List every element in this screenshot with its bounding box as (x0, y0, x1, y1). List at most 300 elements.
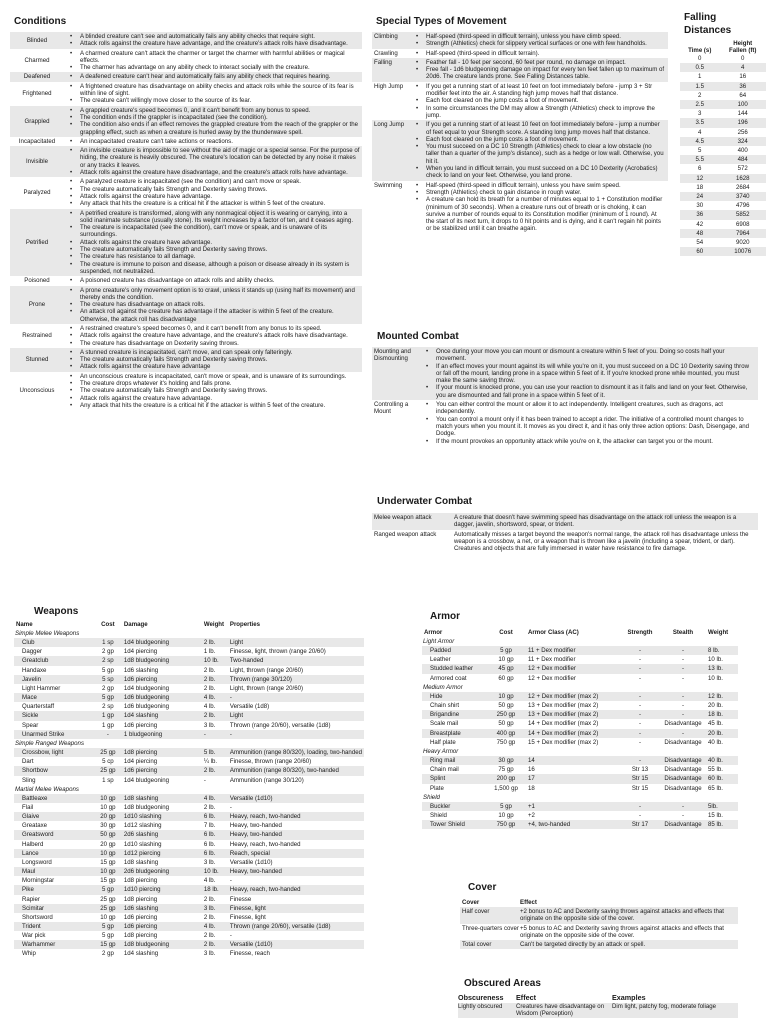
falling-row (680, 164, 766, 173)
movement-row (372, 32, 668, 49)
armor-category: Heavy Armor (423, 747, 459, 755)
weapons-cell-1: 20 gp (100, 840, 116, 848)
armor-row (422, 765, 738, 774)
armor-cell-1: 75 gp (498, 766, 514, 774)
armor-cell-1: 400 gp (486, 729, 526, 738)
condition-name: Charmed (24, 56, 50, 64)
condition-name: Unconscious (19, 387, 55, 395)
weapons-cell-3: 4 lb. (202, 794, 228, 803)
condition-row (10, 32, 362, 49)
weapons-cell-2: 1d6 bludgeoning (123, 703, 169, 711)
armor-cell-2: 14 + Dex modifier (max 2) (526, 729, 620, 738)
weapons-cell-4: Versatile (1d10) (228, 794, 364, 803)
falling-row (680, 72, 766, 81)
armor-cell-2: 12 + Dex modifier (528, 674, 576, 682)
falling-distance: 7964 (719, 229, 766, 238)
armor-cell-2: 13 + Dex modifier (max 2) (528, 702, 599, 710)
movement-name: Swimming (374, 181, 403, 189)
weapons-cell-1: 5 cp (102, 758, 114, 766)
armor-cell-5: 60 lb. (706, 774, 738, 783)
armor-cell-4: - (660, 802, 706, 811)
weapons-cell-3: 10 lb. (202, 656, 228, 665)
weapons-cell-3: 2 lb. (202, 638, 228, 647)
weapons-row (14, 702, 364, 711)
weapons-cell-2: 1d4 slashing (123, 950, 159, 958)
falling-distance: 3740 (719, 192, 766, 201)
weapons-cell-1: 15 gp (100, 877, 116, 885)
falling-row (680, 238, 766, 247)
armor-cell-3: Str 17 (620, 820, 660, 829)
weapons-cell-2: 1d12 slashing (123, 822, 162, 830)
condition-bullet: • The creature automatically fails Strength and Dexterity saving throws. (64, 246, 360, 253)
weapons-row (14, 840, 364, 849)
armor-category-row (422, 747, 738, 756)
weapons-cell-1: 15 gp (100, 858, 116, 866)
movement-name: Climbing (374, 33, 398, 40)
armor-cell-1: 750 gp (486, 820, 526, 829)
weapons-cell-1: 5 gp (94, 922, 122, 931)
weapons-cell-4: Thrown (range 20/60), versatile (1d8) (228, 922, 364, 931)
armor-cell-1: 50 gp (498, 702, 514, 710)
falling-row (680, 63, 766, 72)
mounted-name: Mounting and Dismounting (374, 348, 411, 363)
condition-description (64, 210, 362, 276)
weapons-cell-1: 25 gp (94, 904, 122, 913)
movement-name: High Jump (374, 82, 404, 90)
armor-cell-4: - (660, 664, 706, 673)
weapons-row (14, 647, 364, 656)
obscured-header-effect: Effect (516, 993, 536, 1002)
cover-title: Cover (468, 882, 497, 893)
weapons-cell-0: Pike (14, 885, 94, 894)
weapons-category: Martial Melee Weapons (15, 785, 79, 793)
weapons-cell-2: 1d6 piercing (122, 922, 202, 931)
weapons-cell-0: Sling (22, 776, 36, 784)
mounted-name: Controlling a Mount (374, 401, 409, 416)
falling-time: 5 (698, 147, 702, 155)
weapons-cell-0: War pick (22, 932, 46, 940)
armor-cell-1: 45 gp (486, 664, 526, 673)
cover-row (460, 924, 738, 941)
weapons-cell-1: 5 sp (94, 675, 122, 684)
condition-name: Blinded (26, 36, 48, 44)
armor-category-row (422, 793, 738, 802)
armor-cell-3: - (620, 802, 660, 811)
armor-category-row (422, 683, 738, 692)
falling-row (680, 183, 766, 192)
obscured-row (458, 1003, 738, 1018)
falling-time: 0.5 (680, 63, 719, 72)
armor-header-cost: Cost (499, 629, 513, 636)
condition-bullet: • The creature is incapacitated (see the condition), can't move or speak, and is unaware of its surroundings. (64, 224, 360, 239)
condition-bullet: • Attack rolls against the creature have advantage, and the creature's attack rolls have disadvantage. (64, 332, 360, 339)
weapons-table (14, 620, 364, 959)
condition-bullet: • Attack rolls against the creature have advantage. (64, 395, 360, 402)
weapons-cell-1: 5 gp (101, 932, 114, 940)
condition-description (64, 50, 362, 72)
falling-distance: 4796 (735, 202, 750, 210)
armor-cell-1: 10 gp (498, 811, 514, 819)
weapons-cell-0: Warhammer (14, 940, 94, 949)
armor-cell-3: - (638, 738, 642, 746)
weapons-cell-2: 1d6 piercing (122, 675, 202, 684)
condition-row (10, 209, 362, 277)
condition-name: Incapacitated (18, 137, 56, 145)
weapons-category-row (14, 629, 364, 638)
falling-time: 3 (698, 110, 702, 118)
falling-distance: 400 (737, 147, 748, 155)
armor-row (422, 802, 738, 811)
armor-row (422, 729, 738, 738)
weapons-cell-3: 4 lb. (203, 703, 216, 711)
weapons-cell-3: 18 lb. (202, 885, 228, 894)
weapons-cell-4: Thrown (range 30/120) (228, 675, 364, 684)
condition-description (64, 107, 362, 136)
condition-bullet: • An attack roll against the creature has advantage if the attacker is within 5 feet of the creature. Otherwise, the attack roll has disadvantage (64, 308, 360, 323)
falling-col-time: Time (s) (688, 47, 712, 54)
falling-time: 1 (698, 73, 702, 81)
weapons-cell-1: 15 gp (94, 940, 122, 949)
weapons-cell-0: Greatsword (14, 830, 94, 839)
armor-cell-2: 11 + Dex modifier (526, 646, 620, 655)
armor-row (422, 646, 738, 655)
falling-distance: 196 (719, 118, 766, 127)
condition-description (64, 33, 362, 48)
cover-effect: +5 bonus to AC and Dexterity saving throws against attacks and effects that originate on the opposite side of the cover. (520, 924, 724, 939)
armor-cell-0: Buckler (422, 802, 486, 811)
weapons-cell-3: 10 lb. (202, 867, 228, 876)
weapons-cell-1: 10 gp (94, 849, 122, 858)
weapons-cell-4: Heavy, reach, two-handed (228, 885, 364, 894)
armor-cell-0: Chain mail (430, 766, 459, 774)
armor-category: Shield (423, 793, 440, 801)
weapons-cell-4: Finesse, reach (229, 950, 270, 958)
weapons-cell-4: Heavy, two-handed (228, 867, 364, 876)
weapons-row (14, 803, 364, 812)
falling-distance: 256 (737, 128, 748, 136)
condition-bullet: • A petrified creature is transformed, along with any nonmagical object it is wearing or carrying, into a solid inanimate substance (usually stone). Its weight increases by a factor of ten, and it ceases aging. (64, 210, 360, 225)
weapons-header-damage: Damage (123, 621, 148, 628)
weapons-cell-3: 1 lb. (203, 648, 216, 656)
weapons-category-row (14, 785, 364, 794)
cover-effect: +2 bonus to AC and Dexterity saving throws against attacks and effects that originate on the opposite side of the cover. (520, 908, 724, 923)
falling-row (680, 174, 766, 183)
falling-distance: 16 (739, 73, 747, 81)
weapons-row (14, 821, 364, 830)
weapons-cell-0: Handaxe (22, 666, 47, 674)
condition-description (64, 349, 362, 371)
falling-distance: 36 (719, 82, 766, 91)
armor-cell-2: 18 (528, 784, 535, 792)
weapons-cell-0: Lance (14, 849, 94, 858)
underwater-row (372, 530, 758, 554)
falling-distance: 9020 (735, 239, 750, 247)
armor-cell-0: Leather (430, 656, 451, 664)
obscured-cell-1: Creatures have disadvantage on Wisdom (Perception) (516, 1003, 605, 1018)
conditions-title: Conditions (14, 16, 67, 27)
weapons-cell-2: 1d6 slashing (122, 904, 202, 913)
condition-name: Prone (28, 301, 46, 309)
weapons-cell-3: - (203, 776, 206, 784)
movement-name: Long Jump (374, 121, 405, 129)
armor-cell-2: 12 + Dex modifier (max 2) (526, 692, 620, 701)
condition-bullet: • The creature automatically fails Strength and Dexterity saving throws. (64, 186, 360, 193)
armor-cell-3: - (620, 729, 660, 738)
armor-cell-2: 14 (526, 756, 620, 765)
movement-bullet: • Half-speed (third-speed in difficult terrain), unless you have climb speed. (410, 33, 666, 40)
armor-cell-4: - (660, 692, 706, 701)
armor-header-armor: Armor (424, 629, 443, 636)
armor-cell-0: Breastplate (422, 729, 486, 738)
conditions-table (10, 32, 362, 410)
condition-bullet: • A blinded creature can't see and automatically fails any ability checks that require sight. (64, 33, 360, 40)
movement-bullet: • If you get a running start of at least 10 feet on foot immediately before - jump 3 + Str modifier feet into the air. A standing high jump moves half that distance. (410, 83, 666, 98)
armor-cell-1: 250 gp (486, 710, 526, 719)
weapons-cell-4: Heavy, reach, two-handed (229, 840, 301, 848)
falling-row (680, 220, 766, 229)
weapons-row (14, 693, 364, 702)
movement-bullet: • Half-speed (third-speed in difficult terrain). (410, 50, 666, 57)
falling-time: 42 (696, 220, 704, 228)
weapons-cell-3: 6 lb. (202, 830, 228, 839)
weapons-cell-2: 1d6 piercing (123, 721, 158, 729)
armor-cell-2: 17 (526, 774, 620, 783)
armor-cell-4: - (660, 729, 706, 738)
falling-time: 36 (680, 210, 719, 219)
weapons-cell-0: Maul (14, 867, 94, 876)
weapons-cell-2: 1d4 piercing (123, 648, 158, 656)
condition-name: Invisible (25, 158, 48, 166)
weapons-header-properties: Properties (229, 621, 261, 628)
armor-cell-0: Plate (430, 784, 444, 792)
weapons-cell-2: 1d12 piercing (122, 849, 202, 858)
weapons-cell-4: Versatile (1d10) (229, 858, 273, 866)
weapons-cell-1: 30 gp (100, 822, 116, 830)
armor-cell-5: 10 lb. (708, 656, 723, 664)
movement-description (410, 33, 668, 48)
armor-cell-3: - (620, 692, 660, 701)
weapons-cell-4: Ammunition (range 80/320), loading, two-handed (229, 749, 362, 757)
falling-row (680, 192, 766, 201)
movement-description (410, 83, 668, 119)
mounted-description (420, 401, 758, 445)
condition-name: Frightened (22, 90, 52, 98)
armor-cell-1: 200 gp (486, 774, 526, 783)
weapons-cell-2: 1d6 bludgeoning (122, 693, 202, 702)
movement-bullet: • You must succeed on a DC 10 Strength (Athletics) check to clear a low obstacle (no taller than a quarter of the jump's distance), such as a hedge or low wall. Otherwise, you hit it. (410, 143, 666, 165)
weapons-header-weight: Weight (203, 621, 225, 628)
armor-cell-5: 40 lb. (708, 738, 723, 746)
weapons-cell-0: Light Hammer (22, 684, 61, 692)
weapons-cell-4: Ammunition (range 80/320), two-handed (228, 766, 364, 775)
weapons-cell-0: Shortsword (22, 913, 53, 921)
armor-cell-0: Ring mail (422, 756, 486, 765)
weapons-cell-2: 1d8 bludgeoning (122, 656, 202, 665)
weapons-cell-2: 1d8 bludgeoning (123, 803, 169, 811)
armor-row (422, 655, 738, 664)
armor-cell-0: Armored coat (430, 674, 467, 682)
weapons-cell-2: 1d4 slashing (122, 711, 202, 720)
weapons-cell-4: Light (228, 638, 364, 647)
armor-header-stealth: Stealth (672, 629, 694, 636)
armor-cell-3: - (620, 646, 660, 655)
armor-cell-0: Shield (430, 811, 447, 819)
weapons-cell-2: 2d6 slashing (122, 830, 202, 839)
movement-row (372, 120, 668, 180)
weapons-cell-3: 3 lb. (203, 721, 216, 729)
weapons-cell-2: 1d10 slashing (123, 840, 162, 848)
falling-row (680, 229, 766, 238)
underwater-row (372, 513, 758, 530)
armor-cell-2: 16 (528, 766, 535, 774)
weapons-cell-1: 5 gp (94, 885, 122, 894)
weapons-row (14, 794, 364, 803)
weapons-cell-1: 2 sp (102, 703, 114, 711)
armor-category: Medium Armor (423, 683, 463, 691)
condition-row (10, 276, 362, 285)
weapons-cell-3: 7 lb. (203, 822, 216, 830)
weapons-cell-0: Sickle (14, 711, 94, 720)
armor-row (422, 664, 738, 673)
armor-cell-4: - (681, 674, 685, 682)
armor-cell-5: 15 lb. (708, 811, 723, 819)
mounted-bullet: • If an effect moves your mount against its will while you're on it, you must succeed on a DC 10 Dexterity saving throw or fall off the mount, landing prone in a space within 5 feet of it. If you're knocked prone while mounted, you must make the same saving throw. (420, 363, 754, 385)
armor-cell-1: 1,500 gp (494, 784, 518, 792)
falling-row (680, 247, 766, 256)
armor-cell-2: 12 + Dex modifier (526, 664, 620, 673)
weapons-cell-2: 1d8 bludgeoning (122, 940, 202, 949)
weapons-cell-1: 2 gp (101, 648, 114, 656)
weapons-row (14, 656, 364, 665)
weapons-cell-0: Crossbow, light (14, 748, 94, 757)
weapons-cell-2: 1d8 slashing (123, 858, 159, 866)
falling-time: 18 (696, 183, 704, 191)
condition-description (64, 287, 362, 323)
falling-row (680, 118, 766, 127)
weapons-cell-3: 2 lb. (203, 913, 216, 921)
weapons-row (14, 812, 364, 821)
condition-bullet: • A poisoned creature has disadvantage on attack rolls and ability checks. (64, 277, 360, 284)
weapons-cell-2: 1d10 piercing (122, 885, 202, 894)
mounted-description (420, 348, 758, 399)
weapons-cell-2: 1d6 piercing (123, 913, 158, 921)
weapons-cell-1: 2 gp (101, 950, 114, 958)
armor-cell-5: 5lb. (706, 802, 738, 811)
cover-name: Three-quarters cover (462, 924, 519, 932)
armor-cell-2: 14 + Dex modifier (max 2) (528, 720, 599, 728)
weapons-cell-0: Scimitar (14, 904, 94, 913)
falling-time-spacer (680, 40, 719, 47)
condition-row (10, 146, 362, 177)
weapons-cell-4: Versatile (1d10) (228, 940, 364, 949)
condition-name: Paralyzed (23, 189, 51, 197)
armor-cell-1: 5 gp (486, 646, 526, 655)
movement-bullet: • A creature can hold its breath for a number of minutes equal to 1 + Constitution modifier (minimum of 30 seconds). When a creature runs out of breath or is choking, it can survive a number of rounds equal to its Constitution modifier (minimum of 1 round). At the start of its next turn, it drops to 0 hit points and is dying, and it can't regain hit points or be stabilized until it can breathe again. (410, 196, 666, 232)
weapons-cell-3: 3 lb. (203, 950, 216, 958)
mounted-bullet: • You can control a mount only if it has been trained to accept a rider. The initiative of a controlled mount changes to match yours when you mount it. It moves as you direct it, and it has only three action options: Dash, Disengage, and Dodge. (420, 416, 754, 438)
weapons-cell-1: 2 gp (101, 684, 114, 692)
armor-cell-4: Disadvantage (664, 720, 702, 728)
condition-bullet: • Attack rolls against the creature have advantage. (64, 193, 360, 200)
weapons-cell-4: Finesse, thrown (range 20/60) (229, 758, 312, 766)
falling-time: 4 (698, 128, 702, 136)
falling-distance: 4 (719, 63, 766, 72)
weapons-cell-2: 1d10 slashing (122, 812, 202, 821)
weapons-row (14, 949, 364, 958)
cover-header-effect: Effect (520, 899, 537, 906)
weapons-cell-4: - (229, 877, 232, 885)
falling-time: 48 (680, 229, 719, 238)
falling-row (680, 210, 766, 219)
underwater-description: Automatically misses a target beyond the weapon's normal range, the attack roll has disadvantage unless the weapon is a crossbow, a net, or a weapon that is thrown like a javelin (including a spear, trident, or dart). Creatures and objects that are fully immersed in water have resistance to fire damage. (454, 530, 749, 553)
condition-bullet: • The creature drops whatever it's holding and falls prone. (64, 380, 360, 387)
weapons-cell-1: 25 gp (94, 766, 122, 775)
weapons-row (14, 858, 364, 867)
condition-bullet: • A stunned creature is incapacitated, can't move, and can speak only falteringly. (64, 349, 360, 356)
armor-cell-2: +1 (526, 802, 620, 811)
falling-distance: 572 (737, 165, 748, 173)
weapons-row (14, 904, 364, 913)
falling-time: 60 (680, 247, 719, 256)
armor-cell-4: - (681, 811, 685, 819)
armor-cell-2: 13 + Dex modifier (max 2) (526, 710, 620, 719)
cover-row (460, 907, 738, 924)
weapons-cell-4: Heavy, two-handed (228, 830, 364, 839)
weapons-cell-0: Flail (22, 803, 34, 811)
weapons-cell-2: 1d6 piercing (122, 766, 202, 775)
armor-cell-5: 8 lb. (706, 646, 738, 655)
armor-cell-3: Str 15 (631, 784, 649, 792)
movement-bullet: • Each foot cleared on the jump costs a foot of movement. (410, 136, 666, 143)
condition-bullet: • The condition also ends if an effect removes the grappled creature from the reach of the grappler or the grappling effect, such as when a creature is hurled away by the thunderwave spell. (64, 121, 360, 136)
falling-time: 30 (696, 202, 704, 210)
movement-description (410, 59, 668, 81)
weapons-cell-4: Finesse, light (229, 913, 266, 921)
weapons-cell-0: Halberd (22, 840, 44, 848)
mounted-title: Mounted Combat (377, 331, 459, 342)
weapons-row (14, 830, 364, 839)
armor-row (422, 692, 738, 701)
cover-name: Half cover (462, 908, 490, 915)
condition-name: Poisoned (24, 277, 50, 285)
condition-bullet: • The condition ends if the grappler is incapacitated (see the condition). (64, 114, 360, 121)
condition-bullet: • Any attack that hits the creature is a critical hit if the attacker is within 5 feet of the creature. (64, 402, 360, 409)
weapons-cell-3: - (202, 730, 228, 739)
movement-name: Crawling (374, 49, 398, 57)
armor-cell-5: 40 lb. (706, 756, 738, 765)
falling-time: 24 (680, 192, 719, 201)
condition-description (64, 277, 362, 284)
weapons-cell-0: Glaive (14, 812, 94, 821)
movement-bullet: • Feather fall - 10 feet per second, 60 feet per round, no damage on impact. (410, 59, 666, 66)
falling-row (680, 155, 766, 164)
movement-row (372, 181, 668, 234)
weapons-cell-3: 2 lb. (203, 684, 216, 692)
cover-header-cover: Cover (462, 899, 480, 906)
weapons-cell-1: 10 gp (100, 913, 116, 921)
falling-row (680, 100, 766, 109)
mounted-bullet: • If the mount provokes an opportunity attack while you're on it, the attacker can target you or the mount. (420, 438, 754, 445)
condition-bullet: • The creature automatically fails Strength and Dexterity saving throws. (64, 387, 360, 394)
falling-time: 12 (680, 174, 719, 183)
movement-bullet: • Free fall - 1d6 bludgeoning damage on impact for every ten feet fallen up to maximum of 20d6. The creature lands prone. See Falling Distances table. (410, 66, 666, 81)
armor-cell-3: Str 15 (620, 774, 660, 783)
movement-table (372, 32, 668, 234)
condition-bullet: • A prone creature's only movement option is to crawl, unless it stands up (using half its movement) and thereby ends the condition. (64, 287, 360, 302)
armor-cell-0: Scale mail (430, 720, 459, 728)
weapons-cell-4: Heavy, two-handed (229, 822, 282, 830)
weapons-cell-1: 1 sp (102, 776, 114, 784)
